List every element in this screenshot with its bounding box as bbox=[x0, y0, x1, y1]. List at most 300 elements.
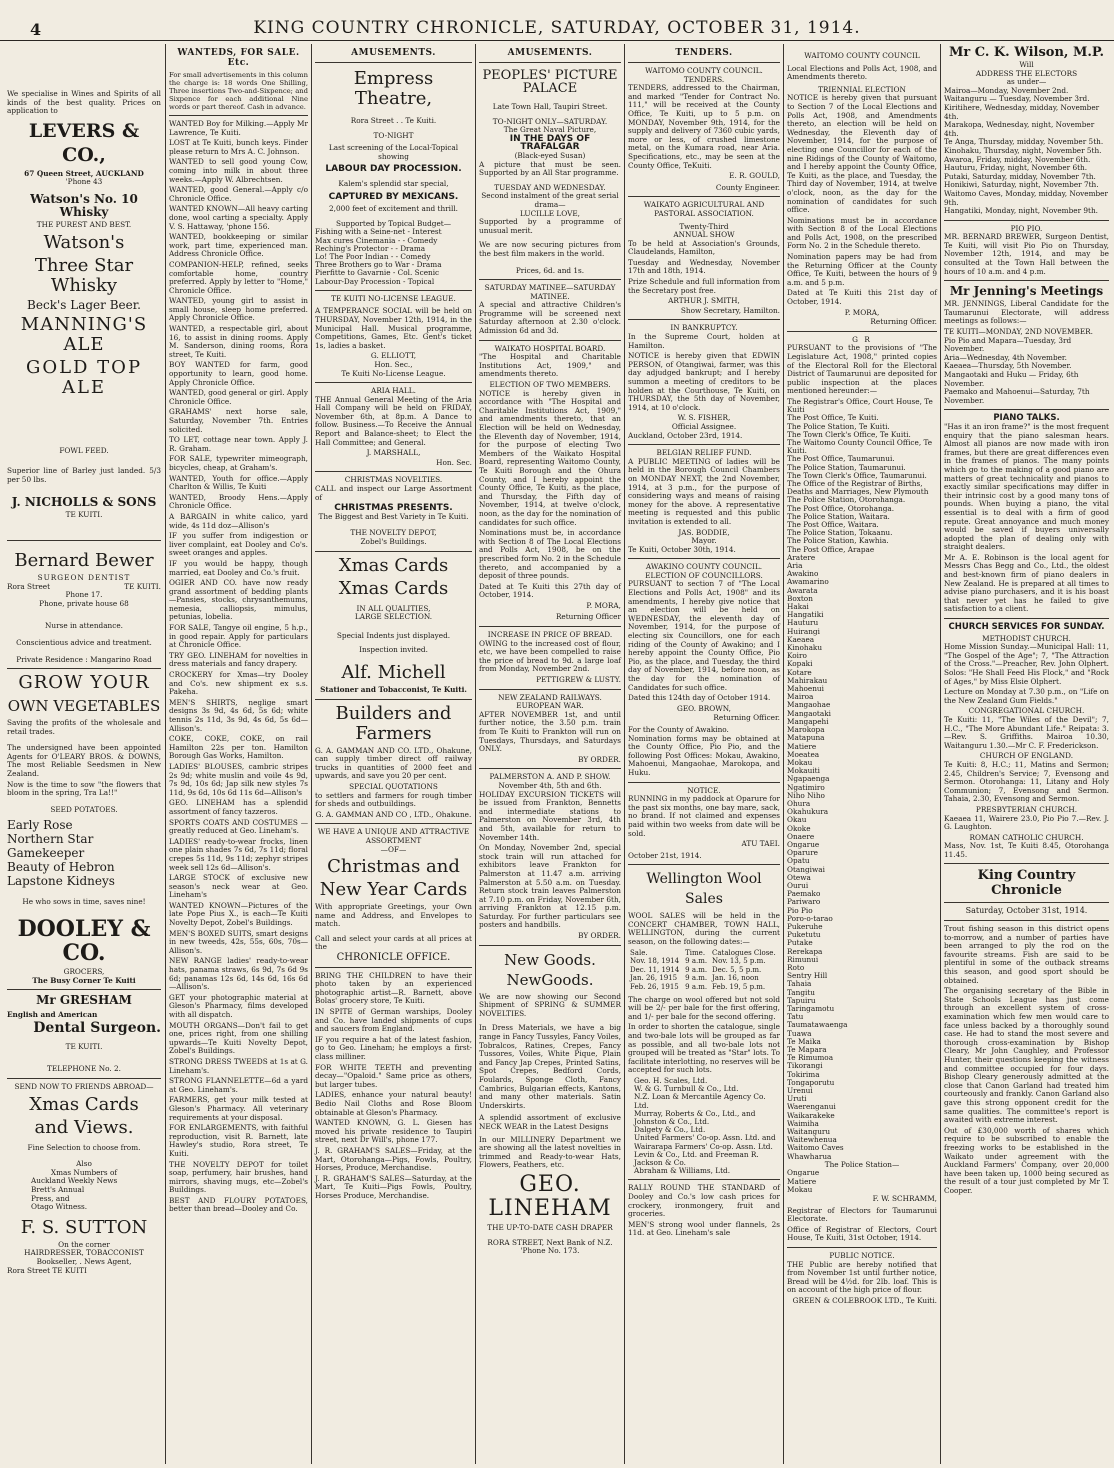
meeting-item: Aria—Wednesday, 4th November. bbox=[944, 352, 1067, 362]
post-office-item: Tongaporutu bbox=[787, 1077, 835, 1087]
meeting-item: Putaki, Saturday, midday, November 7th. bbox=[944, 171, 1096, 181]
private-residence: Private Residence : Mangarino Road bbox=[16, 654, 152, 664]
novelty-depot: THE NOVELTY DEPOT, bbox=[350, 528, 437, 538]
table-cell: Jan. 16, noon bbox=[711, 974, 759, 983]
geo-brown: GEO. BROWN, bbox=[677, 703, 731, 713]
post-office-item: Taringamotu bbox=[787, 1004, 835, 1013]
meeting-item: Te Anga, Thursday, midday, November 5th. bbox=[944, 137, 1104, 147]
classified-ad: WANTED, good general or girl. Apply Chronicle Office. bbox=[169, 388, 308, 406]
meeting-item: Marakopa, Wednesday, night, November 4th. bbox=[944, 120, 1095, 138]
public-notice-text: THE Public are hereby notified that from November 1st until further notice, Bread will be 4½d. for 2lb. loaf. This is on account of the high price of flour. bbox=[787, 1259, 937, 1295]
wool-text: WOOL SALES will be held in the CONCERT CHAMBER, TOWN HALL, WELLINGTON, during the current season, on the following dates:— bbox=[628, 911, 780, 947]
meeting-item: Mairoa—Monday, November 2nd. bbox=[944, 85, 1069, 95]
classified-ad: BEST AND FLOURY POTATOES, better than bread—Dooley and Co. bbox=[169, 1195, 308, 1214]
post-office-item: Sentry Hill bbox=[787, 971, 828, 981]
firm-item: Dalgety & Co., Ltd. bbox=[634, 1125, 706, 1135]
classified-ad: THE NOVELTY DEPOT for toilet soap, perfumery, hair brushes, hand mirrors, shaving mugs, etc—Zobel's Buildings. bbox=[169, 1159, 308, 1195]
post-office-item: Aria bbox=[787, 561, 803, 571]
empress-theatre: Empress Theatre, bbox=[353, 68, 434, 109]
post-office-item: Tokirima bbox=[787, 1069, 820, 1079]
mora: P. MORA, bbox=[586, 600, 621, 610]
post-office-item: Rerekapa bbox=[787, 946, 823, 956]
table-cell: 9 a.m. bbox=[685, 957, 708, 966]
post-office-item: Matapuna bbox=[787, 733, 825, 743]
becks: Beck's Lager Beer. bbox=[27, 297, 141, 312]
table-cell: Nov. 18, 1914 bbox=[630, 957, 680, 966]
table-row bbox=[628, 974, 780, 983]
post-office-item: Hauturu bbox=[787, 618, 819, 628]
and-views: and Views. bbox=[34, 1116, 134, 1138]
stationer: Stationer and Tobacconist, Te Kuiti. bbox=[320, 684, 467, 694]
dress-materials: In Dress Materials, we have a big range in Fancy Tussyles, Fancy Voiles, Tobralcos, Ratines, Crepes, Fancy Tussores, Voiles, White Pique, Plain and Fancy Jap Crepes, Printed Satins, Spot Crepes, Bedford Cords, Foulards, Sponge Cloth, Fancy Cambrics, Bulgarian effects, Kantons, and many other materials. Satin Underskirts. bbox=[479, 1023, 621, 1110]
post-office-item: Te Maika bbox=[787, 1036, 821, 1046]
classified-ad: COMPANION-HELP, refined, seeks comfortable home, country preferred. Apply by letter to "Home," Chronicle Office. bbox=[169, 259, 308, 295]
returning-officer: Returning Officer bbox=[555, 612, 621, 622]
great-naval: The Great Naval Picture, bbox=[503, 125, 597, 135]
bewer-town: TE KUITI. bbox=[124, 581, 161, 591]
roll-place: The Post Office, Arapae bbox=[787, 544, 875, 554]
post-office-item: Paemako bbox=[787, 889, 821, 899]
post-office-item: Waimiha bbox=[787, 1118, 819, 1128]
presbyterian: PRESBYTERIAN CHURCH. bbox=[975, 804, 1078, 814]
classified-ad: BOY WANTED for farm, good opportunity to learn, good home. Apply Chronicle Office. bbox=[169, 360, 308, 387]
piano-text: "Has it an iron frame?" is the most frequent enquiry that the piano salesman hears. Almost all pianos are now made with iron frames, but there are great differences even in the frames of pianos. The many points which go to the making of a good piano are matters of great technicality and pianos to exactly similar specifications may differ in their intrinsic cost by a good many tons of pounds. When buying a piano, the vital essential is to deal with a firm of good repute. Great annoyance and much money would be saved if buyers universally adopted the plan of dealing only with straight dealers. bbox=[944, 421, 1109, 552]
belgian-date: Te Kuiti, October 30th, 1914. bbox=[628, 544, 736, 554]
atu-taei: ATU TAEI. bbox=[741, 839, 780, 849]
tues-wed: TUESDAY AND WEDNESDAY. bbox=[494, 182, 606, 192]
nicholls: J. NICHOLLS & SONS bbox=[11, 495, 157, 510]
post-office-item: Mahoenui bbox=[787, 684, 824, 694]
post-office-item: Rimunui bbox=[787, 954, 819, 964]
post-office-item: Tikorangi bbox=[787, 1061, 823, 1071]
classified-ad: WANTED to sell good young Cow, coming into milk in about three weeks.—Apply W. Albrechtsen. bbox=[169, 157, 308, 184]
post-office-item: Marokopa bbox=[787, 725, 825, 735]
smith: ARTHUR J. SMITH, bbox=[668, 296, 740, 306]
gamman-sign: G. A. GAMMAN AND CO , LTD., Ohakune. bbox=[315, 809, 472, 819]
geo-lineham: GEO. LINEHAM bbox=[488, 1171, 612, 1221]
classified-ad: A BARGAIN in white calico, yard wide, 4s 11d doz—Allison's bbox=[169, 511, 308, 530]
registrar: Registrar of Electors for Taumarunui Electorate. bbox=[787, 1205, 937, 1224]
paper-item: Otago Witness. bbox=[31, 1202, 88, 1212]
mayor: Mayor. bbox=[691, 536, 717, 546]
dooley-name: DOOLEY & CO. bbox=[17, 916, 151, 967]
returning-officer-3: Returning Officer. bbox=[870, 317, 937, 327]
firm-item: Murray, Roberts & Co., Ltd., and Johnston & Co., Ltd. bbox=[634, 1108, 756, 1126]
watsons: Watson's bbox=[43, 231, 125, 253]
meeting-item: Hauturu, Friday, night, November 6th. bbox=[944, 163, 1088, 173]
conscientious: Conscientious advice and treatment. bbox=[16, 637, 152, 647]
schramm: F. W. SCHRAMM, bbox=[872, 1194, 937, 1204]
classified-ad: WANTED, Broody Hens.—Apply Chronicle Office. bbox=[169, 492, 308, 511]
wool-order: In order to shorten the catalogue, single and two-bale lots will be grouped as far as possible, and all two-bale lots not grouped will be treated as "Star" lots. To facilitate interlotting, no reserves will be accepted for such lots. bbox=[628, 1022, 780, 1075]
own-vegetables: OWN VEGETABLES bbox=[7, 697, 161, 716]
programme-item: Three Brothers go to War - Drama bbox=[315, 260, 442, 270]
bankruptcy: IN BANKRUPTCY. bbox=[670, 323, 738, 333]
crest-letters: G R bbox=[852, 334, 872, 344]
local-elections: Local Elections and Polls Act, 1908, and Amendments thereto. bbox=[787, 63, 937, 82]
feet: 2,000 feet of excitement and thrill. bbox=[329, 204, 458, 214]
special-indents: Special Indents just displayed. bbox=[336, 630, 451, 640]
ad-require: IF you require a hat of the latest fashion, go to Geo. Lineham; he employs a first-class milliner. bbox=[315, 1034, 472, 1062]
column-1 bbox=[4, 44, 164, 1464]
christmas-and: Christmas and bbox=[327, 856, 460, 878]
wellington-wool: Wellington Wool Sales bbox=[646, 871, 762, 908]
waitomo-council: WAITOMO COUNTY COUNCIL. bbox=[645, 66, 763, 75]
jennings-text: MR. JENNINGS, Liberal Candidate for the Taumarunui Electorate, will address meetings as follows:— bbox=[944, 299, 1109, 326]
xmas-cards: Xmas Cards bbox=[29, 1093, 139, 1115]
meeting-item: Kiritihere, Wednesday, midday, November 4th. bbox=[944, 102, 1100, 121]
also: Also bbox=[76, 1159, 92, 1169]
lucille-love: LUCILLE LOVE, bbox=[519, 208, 580, 218]
post-office-item: Mangapehi bbox=[787, 716, 829, 726]
potato-list bbox=[7, 818, 161, 888]
boddie: JAS. BODDIE, bbox=[678, 527, 730, 537]
table-cell: Jan. 26, 1915 bbox=[630, 974, 678, 983]
programme-item: Max cures Cinemania - - Comedy bbox=[315, 235, 438, 245]
xmas-novelties: CHRISTMAS NOVELTIES. bbox=[344, 475, 443, 485]
new-goods: New Goods. NewGoods. bbox=[504, 950, 596, 989]
green-colebrook: GREEN & COLEBROOK LTD., Te Kuiti. bbox=[792, 1296, 937, 1305]
post-office-item: Waitewhenua bbox=[787, 1135, 837, 1145]
paper-list bbox=[7, 1177, 161, 1211]
post-office-item: Awamarino bbox=[787, 577, 829, 587]
mens-flannels: MEN'S strong wool under flannels, 2s 11d. at Geo. Lineham's sale bbox=[628, 1219, 780, 1238]
mannings: MANNING'S ALE bbox=[20, 313, 148, 355]
notice-heading: NOTICE. bbox=[687, 785, 721, 795]
dental-surgeon: Dental Surgeon. bbox=[33, 1019, 161, 1036]
post-office-item: Uruti bbox=[787, 1094, 807, 1104]
post-office-item: Opatu bbox=[787, 856, 810, 866]
wanteds-note: For small advertisements in this column the charge is: 18 words One Shilling, Three insertions Two-and-Sixpence; and Sixpence for each additional Nine words or part thereof. Cash in advance. bbox=[169, 71, 308, 111]
running-notice: RUNNING in my paddock at Oparure for the past six months, one bay mare, sack, no brand. If not claimed and expenses paid within two weeks from date will be sold. bbox=[628, 794, 780, 838]
levers-phone: 'Phone 43 bbox=[65, 177, 103, 187]
holiday-tickets: HOLIDAY EXCURSION TICKETS will be issued from Frankton, Bennetts and intermediate stations to Palmerston on November 3rd, 4th and 5th, available for return to November 14th. bbox=[479, 789, 621, 842]
three-star: Three Star Whisky bbox=[34, 254, 134, 296]
firm-item: Levin & Co., Ltd. and Freeman R. Jackson & Co. bbox=[634, 1149, 759, 1167]
column-6 bbox=[784, 44, 940, 1464]
fisher: W. S. FISHER, bbox=[677, 413, 731, 423]
column-4 bbox=[476, 44, 624, 1464]
post-office-item: Pukeruhe bbox=[787, 921, 823, 931]
post-office-item: Urenui bbox=[787, 1086, 813, 1096]
meeting-item: Kaeaea—Thursday, 5th November. bbox=[944, 361, 1072, 371]
bankruptcy-notice: NOTICE is hereby given that EDWIN PERSON, of Otangiwai, farmer, was this day adjudged bankrupt; and I hereby summon a meeting of creditors to be holden at the Courthouse, Te Kuiti, on THURSDAY, the 5th day of November, 1914, at 10 o'clock. bbox=[628, 351, 780, 412]
potato-item: Early Rose bbox=[7, 818, 73, 833]
showing: We are now showing our Second Shipment of SPRING & SUMMER NOVELTIES. bbox=[479, 991, 621, 1018]
nz-railways: NEW ZEALAND RAILWAYS. bbox=[498, 692, 602, 702]
police-list bbox=[787, 1169, 937, 1194]
post-office-item: Te Mapara bbox=[787, 1045, 827, 1055]
classified-ad: NEW RANGE ladies' ready-to-wear hats, panama straws, 6s 9d, 7s 6d 9s 6d; panamas 12s 6d, 14s 6d, 16s 6d—Allison's. bbox=[169, 956, 308, 992]
table-cell: 9 a.m. bbox=[685, 983, 708, 992]
chronicle-office: CHRONICLE OFFICE. bbox=[336, 952, 451, 964]
police-item: Matiere bbox=[787, 1176, 817, 1186]
meeting-item: Awaroa, Friday, midday, November 6th. bbox=[944, 154, 1091, 164]
awakino-dated: Dated this 124th day of October 1914. bbox=[628, 693, 771, 703]
post-office-item: Tuawa bbox=[787, 1028, 812, 1038]
paper-item: Press, and bbox=[31, 1193, 70, 1203]
zobels: Zobel's Buildings. bbox=[360, 537, 427, 547]
programme-item: Pierfitte to Gavarnie - Col. Scenic bbox=[315, 268, 440, 278]
grocers: GROCERS, bbox=[63, 967, 105, 977]
post-office-item: Pariwaro bbox=[787, 897, 821, 907]
catholic: ROMAN CATHOLIC CHURCH. bbox=[969, 832, 1084, 842]
table-row bbox=[628, 966, 780, 975]
classified-ad: WANTED, a respectable girl, about 16, to assist in dining rooms. Apply M. Sanderson, dining rooms, Rora street, Te Kuiti. bbox=[169, 324, 308, 359]
show-held: To be held at Association's Grounds, Claudelands, Hamilton, bbox=[628, 238, 780, 257]
wanteds-list bbox=[169, 120, 308, 1214]
firm-item: Abraham & Williams, Ltd. bbox=[634, 1166, 731, 1176]
inspection-invited: Inspection invited. bbox=[359, 645, 428, 655]
by-order-2: BY ORDER. bbox=[578, 931, 621, 941]
england-text: Te Kuiti: 8, H.C.; 11, Matins and Sermon; 2.45, Children's Service; 7, Evensong and Sermon. Otorohanga: 11, Litany and Holy Communion; 7, Evensong and Sermon. Tahaia, 2.30, Evensong and Sermon. bbox=[944, 759, 1109, 804]
table-row bbox=[628, 957, 780, 966]
must-be-seen: A picture that must be seen. Supported by an All Star programme. bbox=[479, 159, 621, 178]
levers-name: LEVERS & CO., bbox=[28, 119, 140, 166]
elliott: G. ELLIOTT, bbox=[370, 351, 417, 361]
alf-michell: Alf. Michell bbox=[341, 661, 446, 683]
tonight-only: TO-NIGHT ONLY—SATURDAY. bbox=[492, 116, 608, 126]
roll-places bbox=[787, 398, 937, 554]
post-office-item: Moeatea bbox=[787, 749, 820, 759]
post-office-item: Mokauiti bbox=[787, 766, 820, 776]
table-cell: 9 a.m. bbox=[685, 965, 708, 974]
robinson: Mr A. E. Robinson is the local agent for Messrs Chas Begg and Co., Ltd., the oldest and best-known firm of piano dealers in New Zealand. He is prepared at all times to advise piano purchasers, and it is his boast that never yet has he failed to give satisfaction to a client. bbox=[944, 552, 1109, 614]
bewer-street: Rora Street bbox=[7, 581, 51, 591]
post-office-item: Tatu bbox=[787, 1012, 804, 1022]
post-office-item: Kaeaea bbox=[787, 634, 815, 644]
xmas-numbers: Xmas Numbers of bbox=[50, 1167, 118, 1177]
post-office-item: Pio Pio bbox=[787, 905, 813, 915]
on-corner: On the corner bbox=[58, 1239, 110, 1249]
twenty-third: Twenty-Third bbox=[679, 221, 729, 231]
post-office-item: Roto bbox=[787, 962, 805, 972]
editorial-3: Out of £30,000 worth of shares which require to be subscribed to enable the freezing works to be established in the Waikato under agreement with the Auckland Farmers' Company, over 20,000 have been taken up, 1000 being secured as the result of a tour just completed by Mr T. Cooper. bbox=[944, 1125, 1109, 1195]
levers-address: 67 Queen Street, AUCKLAND bbox=[24, 168, 144, 178]
neck-wear: A splendid assortment of exclusive NECK WEAR in the Latest Designs bbox=[479, 1113, 621, 1131]
post-office-item: Boxton bbox=[787, 593, 813, 603]
firm-item: Geo. H. Scales, Ltd. bbox=[634, 1075, 708, 1085]
roll-place: The Police Station, Taumarunui. bbox=[787, 462, 906, 472]
post-office-item: Whawharua bbox=[787, 1151, 832, 1161]
sutton: F. S. SUTTON bbox=[20, 1216, 148, 1238]
will: Will bbox=[1019, 60, 1034, 69]
roll-place: The Town Clerk's Office, Te Kuiti. bbox=[787, 429, 911, 439]
peoples-picture-palace: PEOPLES' PICTURE PALACE bbox=[482, 68, 618, 96]
programme-item: Labour-Day Procession - Topical bbox=[315, 276, 435, 286]
waikato-hospital: WAIKATO HOSPITAL BOARD. bbox=[494, 343, 606, 353]
meeting-item: Mangaotaki and Huku — Friday, 6th November. bbox=[944, 370, 1079, 388]
post-office-item: Hangatiki bbox=[787, 610, 824, 620]
post-office-item: Awakino bbox=[787, 569, 819, 579]
post-office-item: Okau bbox=[787, 815, 807, 825]
cash-draper: THE UP-TO-DATE CASH DRAPER bbox=[487, 1222, 613, 1232]
marshall: J. MARSHALL, bbox=[366, 448, 421, 458]
programme-item: Fishing with a Seine-net - Interest bbox=[315, 227, 442, 237]
meeting-item: Hangatiki, Monday, night, November 9th. bbox=[944, 206, 1098, 216]
nicholls-town: TE KUITI. bbox=[65, 510, 103, 520]
classified-ad: GEO. LINEHAM has a splendid assortment of fancy tazzeros. bbox=[169, 798, 308, 816]
presbyterian-text: Kaeaea 11, Wairere 23.0, Pio Pio 7.—Rev. J. G. Laughton. bbox=[944, 813, 1109, 832]
show-dates: November 4th, 5th and 6th. bbox=[498, 780, 602, 790]
seed-potatoes: SEED POTATOES. bbox=[50, 804, 118, 814]
gresham: Mr GRESHAM bbox=[36, 993, 132, 1008]
potato-item: Lapstone Kidneys bbox=[7, 874, 115, 889]
roll-place: The Waitomo County Council Office, Te Kuiti. bbox=[787, 437, 933, 456]
classified-ad: FOR SALE, typewriter mimeograph, bicycles, cheap, at Graham's. bbox=[169, 454, 308, 472]
prices: Prices, 6d. and 1s. bbox=[515, 265, 585, 275]
securing: We are now securing pictures from the best film makers in the world. bbox=[479, 240, 621, 258]
meeting-item: Kinohaku, Thursday, night, November 5th. bbox=[944, 145, 1102, 155]
post-office-item: Taumatawaenga bbox=[787, 1020, 848, 1030]
post-office-item: Poro-o-tarao bbox=[787, 913, 833, 923]
post-office-item: Te Rimumoa bbox=[787, 1053, 834, 1063]
kcc-heading: King Country Chronicle bbox=[977, 868, 1076, 899]
public-notice: PUBLIC NOTICE. bbox=[829, 1251, 895, 1261]
by-order: BY ORDER. bbox=[578, 754, 621, 764]
fine-selection: Fine Selection to choose from. bbox=[27, 1142, 141, 1152]
now-time: Now is the time to sow "the flowers that bloom in the spring, Tra La!!" bbox=[7, 779, 161, 798]
tender-text: TENDERS, addressed to the Chairman, and marked "Tender for Contract No. 111," will be received at the County Office, Te Kuiti, up to 5 p.m. on MONDAY, November 9th, 1914, for the supply and delivery of 7360 cubic yards, more or less, of crushed limestone metal, on the Kumara road, near Aria. Specifications, etc., may be seen at the County Office, TeKuiti. bbox=[628, 83, 780, 170]
table-cell: Dec. 5, 5 p.m. bbox=[711, 965, 762, 974]
post-office-item: Otangiwai bbox=[787, 864, 825, 874]
tonight: TO-NIGHT bbox=[373, 130, 414, 140]
send-now: SEND NOW TO FRIENDS ABROAD— bbox=[14, 1082, 154, 1091]
classified-ad: LARGE STOCK of exclusive new season's neck wear at Geo. Lineham's bbox=[169, 873, 308, 900]
firm-item: N.Z. Loan & Mercantile Agency Co. Ltd. bbox=[634, 1092, 766, 1110]
wilson-meetings bbox=[944, 87, 1109, 216]
roll-place: The Police Station, Kawhia. bbox=[787, 536, 889, 546]
meeting-item: Pio Pio and Mapara—Tuesday, 3rd November. bbox=[944, 335, 1072, 354]
new-year-cards: New Year Cards bbox=[319, 879, 468, 901]
supported-by: Supported by Topical Budget— bbox=[335, 218, 451, 228]
post-office-item: Niho Niho bbox=[787, 790, 825, 800]
hospital-dated: Dated at Te Kuiti this 27th day of October, 1914. bbox=[479, 581, 621, 600]
roll-place: The Town Clerk's Office, Taumarunui. bbox=[787, 470, 927, 480]
awakino-council: AWAKINO COUNTY COUNCIL. bbox=[645, 562, 763, 572]
call-inspect: CALL and inspect our Large Assortment of bbox=[315, 484, 472, 502]
table-cell: Feb. 19, 5 p.m. bbox=[711, 983, 766, 992]
classified-ad: FOR SALE, Tangye oil engine, 5 h.p., in good repair. Apply for particulars at Chronicle Office. bbox=[169, 623, 308, 650]
post-office-item: Kopaki bbox=[787, 659, 813, 669]
classified-ad: STRONG FLANNELETTE—6d a yard at Geo. Lineham's. bbox=[169, 1076, 308, 1094]
surgeon-dentist: SURGEON DENTIST bbox=[37, 572, 131, 582]
church-services: CHURCH SERVICES FOR SUNDAY. bbox=[948, 622, 1105, 633]
show-dates-2: Tuesday and Wednesday, November 17th and 18th, 1914. bbox=[628, 257, 780, 276]
classified-ad: IF you would be happy, though married, eat Dooley and Co.'s fruit. bbox=[169, 558, 308, 577]
post-office-item: Kinohaku bbox=[787, 643, 823, 653]
kcc-date: Saturday, October 31st, 1914. bbox=[965, 906, 1088, 916]
meeting-item: Paemako and Mahoenui—Saturday, 7th November. bbox=[944, 387, 1090, 405]
post-office-item: Putake bbox=[787, 938, 813, 948]
labour-day: LABOUR DAY PROCESSION. bbox=[325, 164, 462, 175]
matinee-text: A special and attractive Children's Programme will be screened next Saturday afternoon at 2.30 o'clock. Admission 6d and 3d. bbox=[479, 300, 621, 336]
post-office-item: Okahukura bbox=[787, 807, 829, 817]
classified-ad: WANTED, bookkeeping or similar work, part time, experienced man. Address Chronicle Office. bbox=[169, 232, 308, 259]
builders-farmers: Builders and Farmers bbox=[335, 702, 452, 744]
address-electors: ADDRESS THE ELECTORS bbox=[975, 68, 1078, 78]
post-office-item: Oparure bbox=[787, 848, 818, 858]
nurse: Nurse in attendance. bbox=[45, 621, 123, 631]
te-kuiti-monday: TE KUITI—MONDAY, 2ND NOVEMBER. bbox=[944, 327, 1093, 337]
lineham-street: RORA STREET, Next Bank of N.Z. bbox=[487, 1237, 613, 1247]
hon-sec: Hon. Sec., bbox=[374, 359, 413, 369]
wines-intro: We specialise in Wines and Spirits of all kinds of the best quality. Prices on application to bbox=[7, 89, 161, 116]
paper-item: Brett's Annual bbox=[31, 1184, 85, 1194]
busy-corner: The Busy Corner Te Kuiti bbox=[32, 975, 136, 985]
black-eyed: (Black-eyed Susan) bbox=[514, 150, 586, 160]
ad-white-teeth: FOR WHITE TEETH and preventing decay—"Opaloid." Same price as others, but larger tubes. bbox=[315, 1062, 472, 1089]
supreme-court: In the Supreme Court, holden at Hamilton. bbox=[628, 332, 780, 350]
methodist-text: Home Mission Sunday.—Municipal Hall: 11, "The Gospel of the Age"; 7, "The Attraction of the Cross."—Preacher, Rev. John Olphert. Solos: "He Shall Feed His Flock," and "Rock of Ages," by Miss Elsie Olphert. bbox=[944, 642, 1109, 686]
editorial-1: Trout fishing season in this district opens to-morrow, and a number of parties have been arranged to ply the rod on the favourite streams. Fish are said to be plentiful in some of the outback streams this season, and good sport should be obtained. bbox=[944, 924, 1109, 985]
masthead bbox=[0, 0, 1114, 41]
post-office-item: Aratere bbox=[787, 552, 816, 562]
barley: Superior line of Barley just landed. 5/3 per 50 lbs. bbox=[7, 466, 161, 484]
classified-ad: MEN'S BOXED SUITS, smart designs in new tweeds, 42s, 55s, 60s, 70s—Allison's. bbox=[169, 928, 308, 955]
all-qualities: IN ALL QUALITIES, bbox=[356, 603, 431, 613]
police-station: The Police Station— bbox=[824, 1159, 900, 1169]
classified-ad: COKE, COKE, COKE, on rail Hamilton 22s per ton. Hamilton Borough Gas Works, Hamilton. bbox=[169, 734, 308, 761]
saturday-matinee: SATURDAY MATINEE—SATURDAY MATINEE. bbox=[484, 283, 616, 301]
last-screening: Last screening of the Local-Topical showing bbox=[328, 143, 459, 161]
office-registrar: Office of Registrar of Electors, Court House, Te Kuiti, 31st October, 1914. bbox=[787, 1224, 937, 1243]
wool-firms bbox=[628, 1077, 780, 1175]
hairdresser: HAIRDRESSER, TOBACCONIST bbox=[24, 1248, 144, 1258]
trafalgar: IN THE DAYS OF TRAFALGAR bbox=[509, 133, 591, 153]
classified-ad: FOR ENLARGEMENTS, with faithful reproduction, visit R. Barnett, late Hawley's studio, Rora street, Te Kuiti. bbox=[169, 1123, 308, 1158]
nomination-forms: Nomination forms may be obtained at the County Office, Pio Pio, and the following Post Offices: Mokau, Awakino, Mahoenui, Mangaohae, Marokopa, and Huku. bbox=[628, 733, 780, 777]
bookseller: Bookseller, . News Agent, bbox=[36, 1256, 132, 1266]
post-office-list bbox=[787, 554, 937, 1161]
roll-place: The Police Station, Otorohanga. bbox=[787, 495, 906, 505]
watson10: Watson's No. 10 Whisky bbox=[30, 191, 138, 219]
lecture: Lecture on Monday at 7.30 p.m., on "Life on the New Zealand Gum Fields." bbox=[944, 687, 1109, 705]
xmas-cards-2: Xmas Cards bbox=[338, 577, 449, 599]
roll-place: The Police Station, Tokaanu. bbox=[787, 528, 893, 538]
meeting-item: Honikiwi, Saturday, night, November 7th. bbox=[944, 180, 1099, 190]
classified-ad: TRY GEO. LINEHAM for novelties in dress materials and fancy drapery. bbox=[169, 650, 308, 669]
hospital-act: "The Hospital and Charitable Institutions Act, 1909," and amendments thereto. bbox=[479, 352, 621, 379]
classified-ad: STRONG DRESS TWEEDS at 1s at G. Lineham's. bbox=[169, 1056, 308, 1075]
sutton-street: Rora Street TE KUITI bbox=[7, 1265, 87, 1275]
post-office-item: Okoke bbox=[787, 823, 811, 833]
call-select: Call and select your cards at all prices at the bbox=[315, 933, 472, 952]
returning-officer-2: Returning Officer. bbox=[713, 713, 780, 723]
piano-talks: PIANO TALKS. bbox=[993, 413, 1060, 424]
table-header: Sale. bbox=[630, 948, 648, 957]
large-selection: LARGE SELECTION. bbox=[354, 612, 433, 622]
catholic-text: Mass, Nov. 1st, Te Kuiti 8.45, Otorohanga 11.45. bbox=[944, 841, 1109, 859]
classified-ad: WANTED, young girl to assist in small house, sleep home preferred. Apply Chronicle Office. bbox=[169, 296, 308, 323]
palmerston-show: PALMERSTON A. AND P. SHOW. bbox=[489, 772, 611, 782]
county-engineer: County Engineer. bbox=[715, 182, 780, 192]
post-office-item: Ngatimiro bbox=[787, 782, 825, 792]
notice-date: October 21st, 1914. bbox=[628, 850, 702, 860]
post-office-item: Puketutu bbox=[787, 930, 821, 940]
roll-place: The Post Office, Taumarunui. bbox=[787, 454, 895, 464]
post-office-item: Matiere bbox=[787, 741, 817, 751]
pio-pio: PIO PIO. bbox=[1010, 223, 1043, 233]
post-office-item: Mairoa bbox=[787, 692, 814, 702]
post-office-item: Mangaohae bbox=[787, 700, 831, 710]
hospital-nominations: Nominations must be, in accordance with Section 8 of The Local Elections and Polls Act, 1908, be on the prescribed form No. 2 in the Schedule thereto, and accompanied by a deposit of three pounds. bbox=[479, 528, 621, 581]
grow-your: GROW YOUR bbox=[18, 672, 150, 694]
gould: E. R. GOULD, bbox=[729, 171, 780, 181]
stock-train: On Monday, November 2nd, special stock train will run attached for exhibitors leave Frankton for Palmerston at 11.47 a.m. arriving Palmerston at 5.50 a.m. on Tuesday. Return stock train leaves Palmerston at 7.10 p.m. on Friday, November 6th, arriving Frankton at 12.15 p.m. Saturday. For further particulars see posters and handbills. bbox=[479, 843, 621, 930]
table-row bbox=[628, 949, 780, 958]
potato-item: Beauty of Hebron bbox=[7, 860, 115, 875]
